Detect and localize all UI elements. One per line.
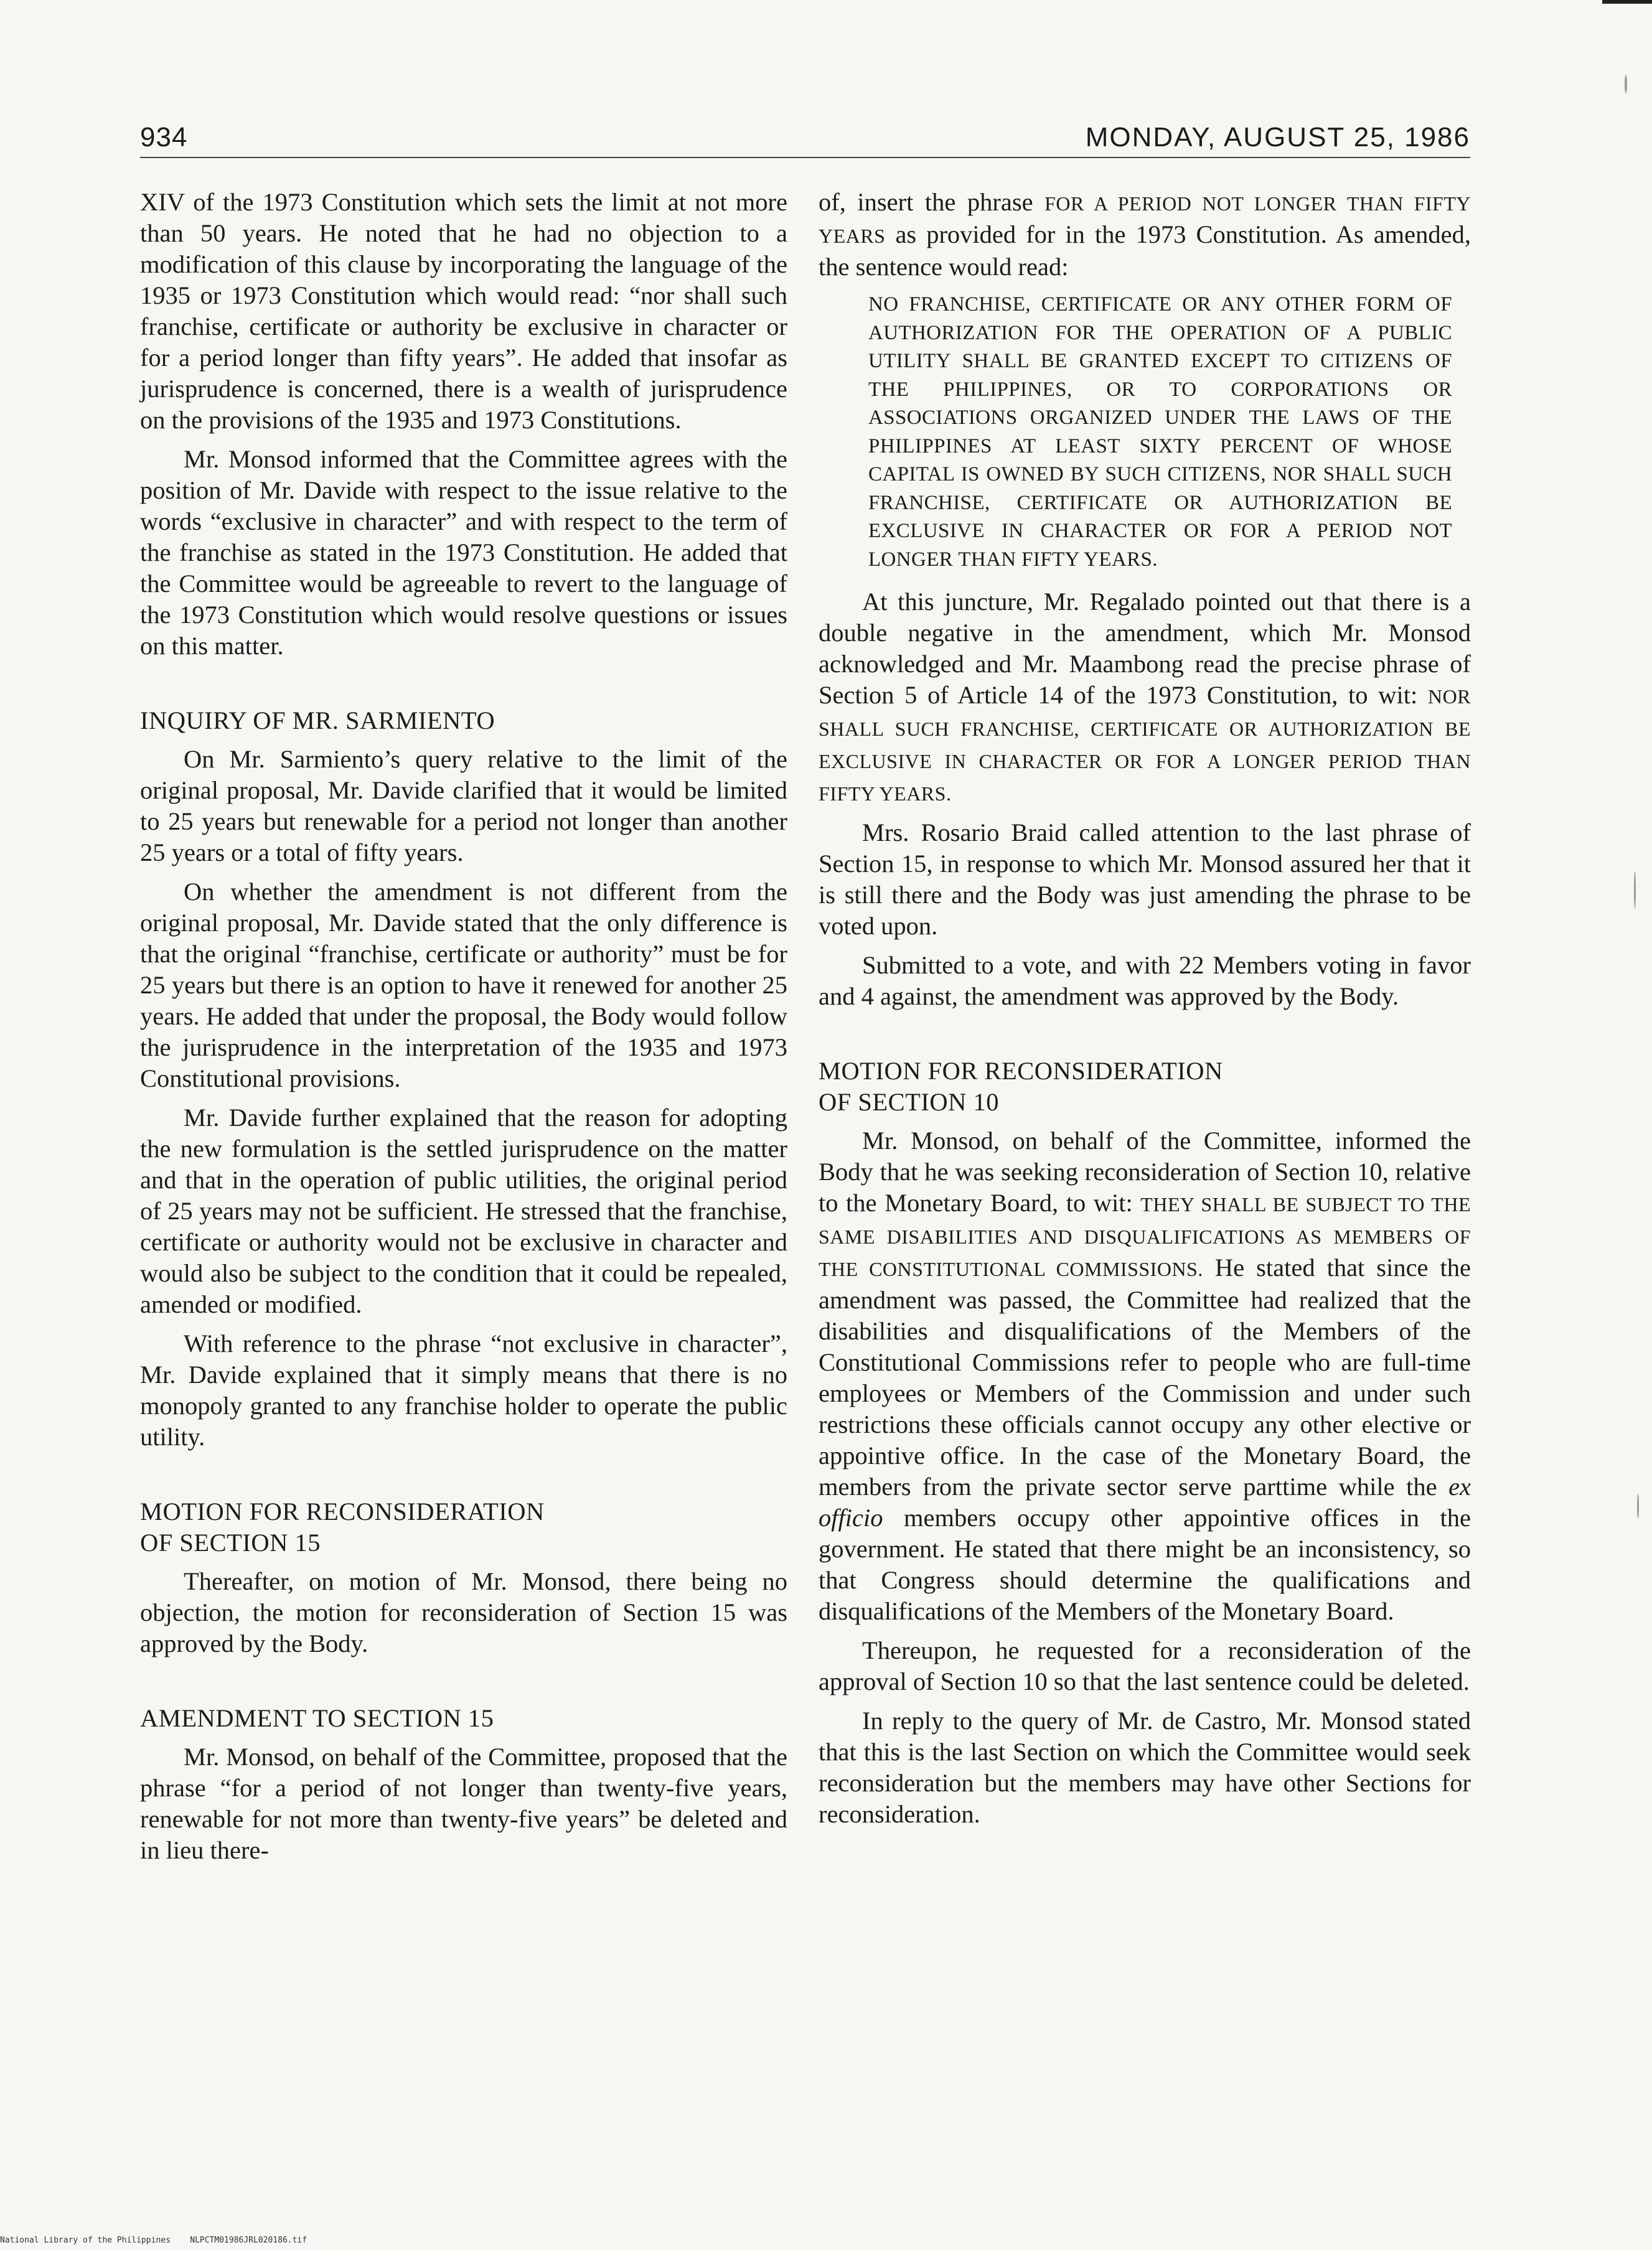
section-heading: AMENDMENT TO SECTION 15 — [140, 1704, 494, 1732]
paragraph: Mrs. Rosario Braid called attention to the last phrase of Section 15, in response to which Mr. Monsod assured her that it is still there and the Body was just amending the phrase to be voted upon. — [819, 818, 1471, 940]
paragraph: Thereafter, on motion of Mr. Monsod, there being no objection, the motion for reconsideration of Section 15 was approved by the Body. — [140, 1567, 787, 1657]
paragraph: of, insert the phrase FOR A PERIOD NOT LONGER THAN FIFTY YEARS as provided for in the 1973 Constitution. As amended, the sentence would read: — [819, 188, 1471, 281]
scan-speck — [1634, 871, 1636, 909]
block-quote: NO FRANCHISE, CERTIFICATE OR ANY OTHER FORM OF AUTHORIZATION FOR THE OPERATION OF A PUBLIC UTILITY SHALL BE GRANTED EXCEPT TO CITIZENS OF THE PHILIPPINES, OR TO CORPORATIONS OR ASSOCIATIONS ORGANIZED UNDER THE LAWS OF THE PHILIPPINES AT LEAST SIXTY PERCENT OF WHOSE CAPITAL IS OWNED BY SUCH CITIZENS, NOR SHALL SUCH FRANCHISE, CERTIFICATE OR AUTHORIZATION BE EXCLUSIVE IN CHARACTER OR FOR A PERIOD NOT LONGER THAN FIFTY YEARS. — [868, 293, 1452, 571]
paragraph: Mr. Monsod, on behalf of the Committee, proposed that the phrase “for a period of not longer than twenty-five years, renewable for not more than twenty-five years” be deleted and in lieu there- — [140, 1743, 787, 1864]
paragraph: In reply to the query of Mr. de Castro, Mr. Monsod stated that this is the last Section on which the Committee would seek reconsideration but the members may have other Sections for reconsideration. — [819, 1707, 1471, 1828]
section-heading: MOTION FOR RECONSIDERATION OF SECTION 10 — [819, 1057, 1223, 1116]
paragraph: Mr. Monsod informed that the Committee agrees with the position of Mr. Davide with respect to the issue relative to the words “exclusive in character” and with respect to the term of the franchise as stated in the 1973 Constitution. He added that the Committee would be agreeable to revert to the language of the 1973 Constitution which would resolve questions or issues on this matter. — [140, 445, 787, 660]
right-column — [819, 187, 1471, 1838]
section-heading: MOTION FOR RECONSIDERATION OF SECTION 15 — [140, 1498, 545, 1557]
paragraph: Submitted to a vote, and with 22 Members voting in favor and 4 against, the amendment was approved by the Body. — [819, 951, 1471, 1010]
scan-speck — [1637, 1494, 1639, 1519]
paragraph: Thereupon, he requested for a reconsideration of the approval of Section 10 so that the last sentence could be deleted. — [819, 1636, 1471, 1695]
paragraph: Mr. Monsod, on behalf of the Committee, informed the Body that he was seeking reconsideration of Section 10, relative to the Monetary Board, to wit: THEY SHALL BE SUBJECT TO THE SAME DISABILITIES AND DISQUALIFICATIONS AS MEMBERS OF THE CONSTITUTIONAL COMMISSIONS. He stated that since the amendment was passed, the Committee had realized that the disabilities and disqualifications of the Members of the Constitutional Commissions refer to people who are full-time employees or Members of the Commission and under such restrictions these officials cannot occupy any other elective or appointive office. In the case of the Monetary Board, the members from the private sector serve parttime while the ex officio members occupy other appointive offices in the government. He stated that there might be an inconsistency, so that Congress should determine the qualifications and disqualifications of the Members of the Monetary Board. — [819, 1127, 1471, 1625]
page-date: MONDAY, AUGUST 25, 1986 — [1085, 122, 1470, 152]
paragraph: On whether the amendment is not different from the original proposal, Mr. Davide stated that the only difference is that the original “franchise, certificate or authority” must be for 25 years but there is an option to have it renewed for another 25 years. He added that under the proposal, the Body would follow the jurisprudence in the interpretation of the 1935 and 1973 Constitutional provisions. — [140, 878, 787, 1092]
scan-speck — [1625, 75, 1627, 93]
page-number: 934 — [140, 122, 188, 152]
paragraph: With reference to the phrase “not exclusive in character”, Mr. Davide explained that it simply means that there is no monopoly granted to any franchise holder to operate the public utility. — [140, 1329, 787, 1451]
paragraph: XIV of the 1973 Constitution which sets the limit at not more than 50 years. He noted that he had no objection to a modification of this clause by incorporating the language of the 1935 or 1973 Constitution which would read: “nor shall such franchise, certificate or authority be exclusive in character or for a period longer than fifty years”. He added that insofar as jurisprudence is concerned, there is a wealth of jurisprudence on the provisions of the 1935 and 1973 Constitutions. — [140, 188, 787, 434]
paragraph: At this juncture, Mr. Regalado pointed out that there is a double negative in the amendment, which Mr. Monsod acknowledged and Mr. Maambong read the precise phrase of Section 5 of Article 14 of the 1973 Constitution, to wit: NOR SHALL SUCH FRANCHISE, CERTIFICATE OR AUTHORIZATION BE EXCLUSIVE IN CHARACTER OR FOR A LONGER PERIOD THAN FIFTY YEARS. — [819, 588, 1471, 805]
scan-edge-mark — [1602, 0, 1652, 4]
paragraph: On Mr. Sarmiento’s query relative to the limit of the original proposal, Mr. Davide clarified that it would be limited to 25 years but renewable for a period not longer than another 25 years or a total of fifty years. — [140, 745, 787, 866]
left-column — [140, 187, 787, 1874]
header-rule — [140, 157, 1470, 158]
paragraph: Mr. Davide further explained that the reason for adopting the new formulation is the settled jurisprudence on the matter and that in the operation of public utilities, the original period of 25 years may not be sufficient. He stressed that the franchise, certificate or authority would not be exclusive in character and would also be subject to the condition that it could be repealed, amended or modified. — [140, 1104, 787, 1318]
scan-footer: National Library of the Philippines NLPCTM01986JRL020186.tif — [0, 2236, 307, 2245]
section-heading: INQUIRY OF MR. SARMIENTO — [140, 706, 495, 734]
